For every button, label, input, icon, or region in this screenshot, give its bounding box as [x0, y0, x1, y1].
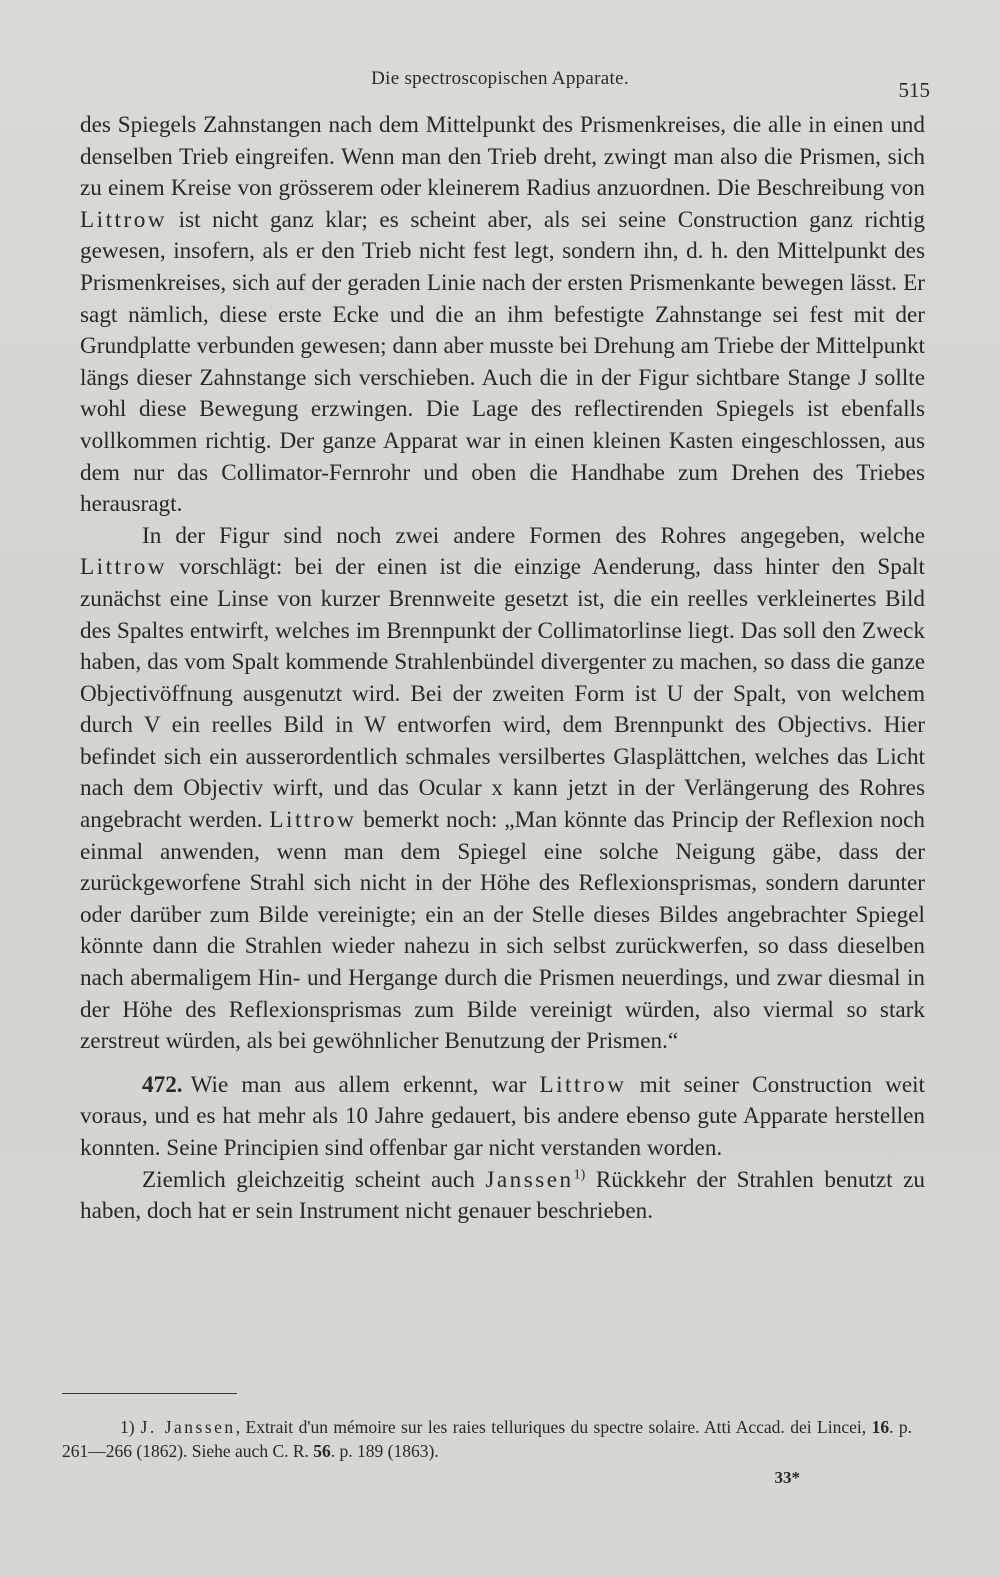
author-name: Littrow [80, 206, 168, 233]
text-run: des Spiegels Zahnstangen nach dem Mittelpunkt des Prismenkreises, die alle in einen und denselben Trieb eingreifen. Wenn man den Trieb dreht, zwingt man also die Prismen, sich zu einem Kreise von grösserem oder kleinerem Radius anzuordnen. Die Beschreibung von [80, 112, 925, 202]
text-run: bemerkt noch: „Man könnte das Princip der Reflexion noch einmal anwenden, wenn man dem Spiegel eine solche Neigung gäbe, dass der zurückgeworfene Strahl sich nicht in der Höhe des Reflexionsprismas, sondern darunter oder darüber zum Bilde vereinigte; ein an der Stelle dieses Bildes angebrachter Spiegel könnte dann die Strahlen wieder nahezu in sich selbst zurückwerfen, so dass dieselben nach abermaligem Hin- und Hergange durch die Prismen neuerdings, und zwar diesmal in der Höhe des Reflexionsprismas zum Bilde vereinigt würden, also viermal so stark zerstreut würden, als bei gewöhnlicher Benutzung der Prismen.“ [80, 807, 925, 1055]
body-text [80, 110, 925, 1228]
running-head [0, 68, 1000, 102]
paragraph-3 [80, 1070, 925, 1165]
text-run: Ziemlich gleichzeitig scheint auch [142, 1166, 486, 1193]
paragraph-4 [80, 1165, 925, 1228]
text-run: In der Figur sind noch zwei andere Formen des Rohres angegeben, welche [142, 522, 925, 549]
volume-number: 56 [313, 1441, 331, 1461]
text-run: . p. 261—266 (1862). Siehe auch C. R. [62, 1417, 913, 1461]
text-run: Rückkehr der Strahlen benutzt zu haben, doch hat er sein Instrument nicht genauer beschrieben. [80, 1166, 925, 1225]
author-name: Littrow [539, 1071, 627, 1098]
text-run: vorschlägt: bei der einen ist die einzige Aenderung, dass hinter den Spalt zunächst eine Linse von kurzer Brennweite gesetzt ist, die ein reelles verkleinertes Bild des Spaltes entwirft, welches im Brennpunkt der Collimatorlinse liegt. Das soll den Zweck haben, das vom Spalt kommende Strahlenbündel divergenter zu machen, so dass die ganze Objectivöffnung ausgenutzt wird. Bei der zweiten Form ist U der Spalt, von welchem durch V ein reelles Bild in W entworfen wird, dem Brennpunkt des Objectivs. Hier befindet sich ein ausserordentlich schmales versilbertes Glasplättchen, welches das Licht nach dem Objectiv wirft, und das Ocular x kann jetzt in der Verlängerung des Rohres angebracht werden. [80, 554, 925, 834]
footnote-divider [62, 1393, 237, 1394]
volume-number: 16 [871, 1417, 890, 1437]
footnote-1 [62, 1415, 912, 1463]
author-name: Littrow [269, 807, 357, 834]
paragraph-2 [80, 521, 925, 1058]
paragraph-1 [80, 110, 925, 521]
author-name: Littrow [80, 554, 168, 581]
text-run: , Extrait d'un mémoire sur les raies telluriques du spectre solaire. Atti Accad. dei Lincei, [235, 1417, 872, 1437]
running-title: Die spectroscopischen Apparate. [371, 68, 629, 89]
text-run: ist nicht ganz klar; es scheint aber, als sei seine Construction ganz richtig gewesen, insofern, als er den Trieb nicht fest legt, sondern ihn, d. h. den Mittelpunkt des Prismenkreises, sich auf der geraden Linie nach der ersten Prismenkante bewegen lässt. Er sagt nämlich, diese erste Ecke und die an ihm befestigte Zahnstange sei fest mit der Grundplatte verbunden gewesen; dann aber musste bei Drehung am Triebe der Mittelpunkt längs dieser Zahnstange sich verschieben. Auch die in der Figur sichtbare Stange J sollte wohl diese Bewegung erzwingen. Die Lage des reflectirenden Spiegels ist ebenfalls vollkommen richtig. Der ganze Apparat war in einen kleinen Kasten eingeschlossen, aus dem nur das Collimator-Fernrohr und oben die Handhabe zum Drehen des Triebes herausragt. [80, 206, 925, 518]
signature-mark: 33* [774, 1468, 800, 1487]
footnote-ref[interactable]: 1) [573, 1166, 586, 1182]
footnote-number: 1) [120, 1417, 135, 1437]
text-run: Wie man aus allem erkennt, war [190, 1071, 540, 1098]
footnotes [62, 1415, 912, 1463]
page-number: 515 [898, 78, 930, 102]
text-run: mit seiner Construction weit voraus, und es hat mehr als 10 Jahre gedauert, bis andere ebenso gute Apparate herstellen konnten. Seine Principien sind offenbar gar nicht verstanden worden. [80, 1071, 925, 1161]
text-run: . p. 189 (1863). [330, 1441, 439, 1461]
section-number: 472. [142, 1071, 183, 1098]
author-name: Janssen [485, 1166, 574, 1193]
footnote-author: J. Janssen [140, 1417, 236, 1437]
